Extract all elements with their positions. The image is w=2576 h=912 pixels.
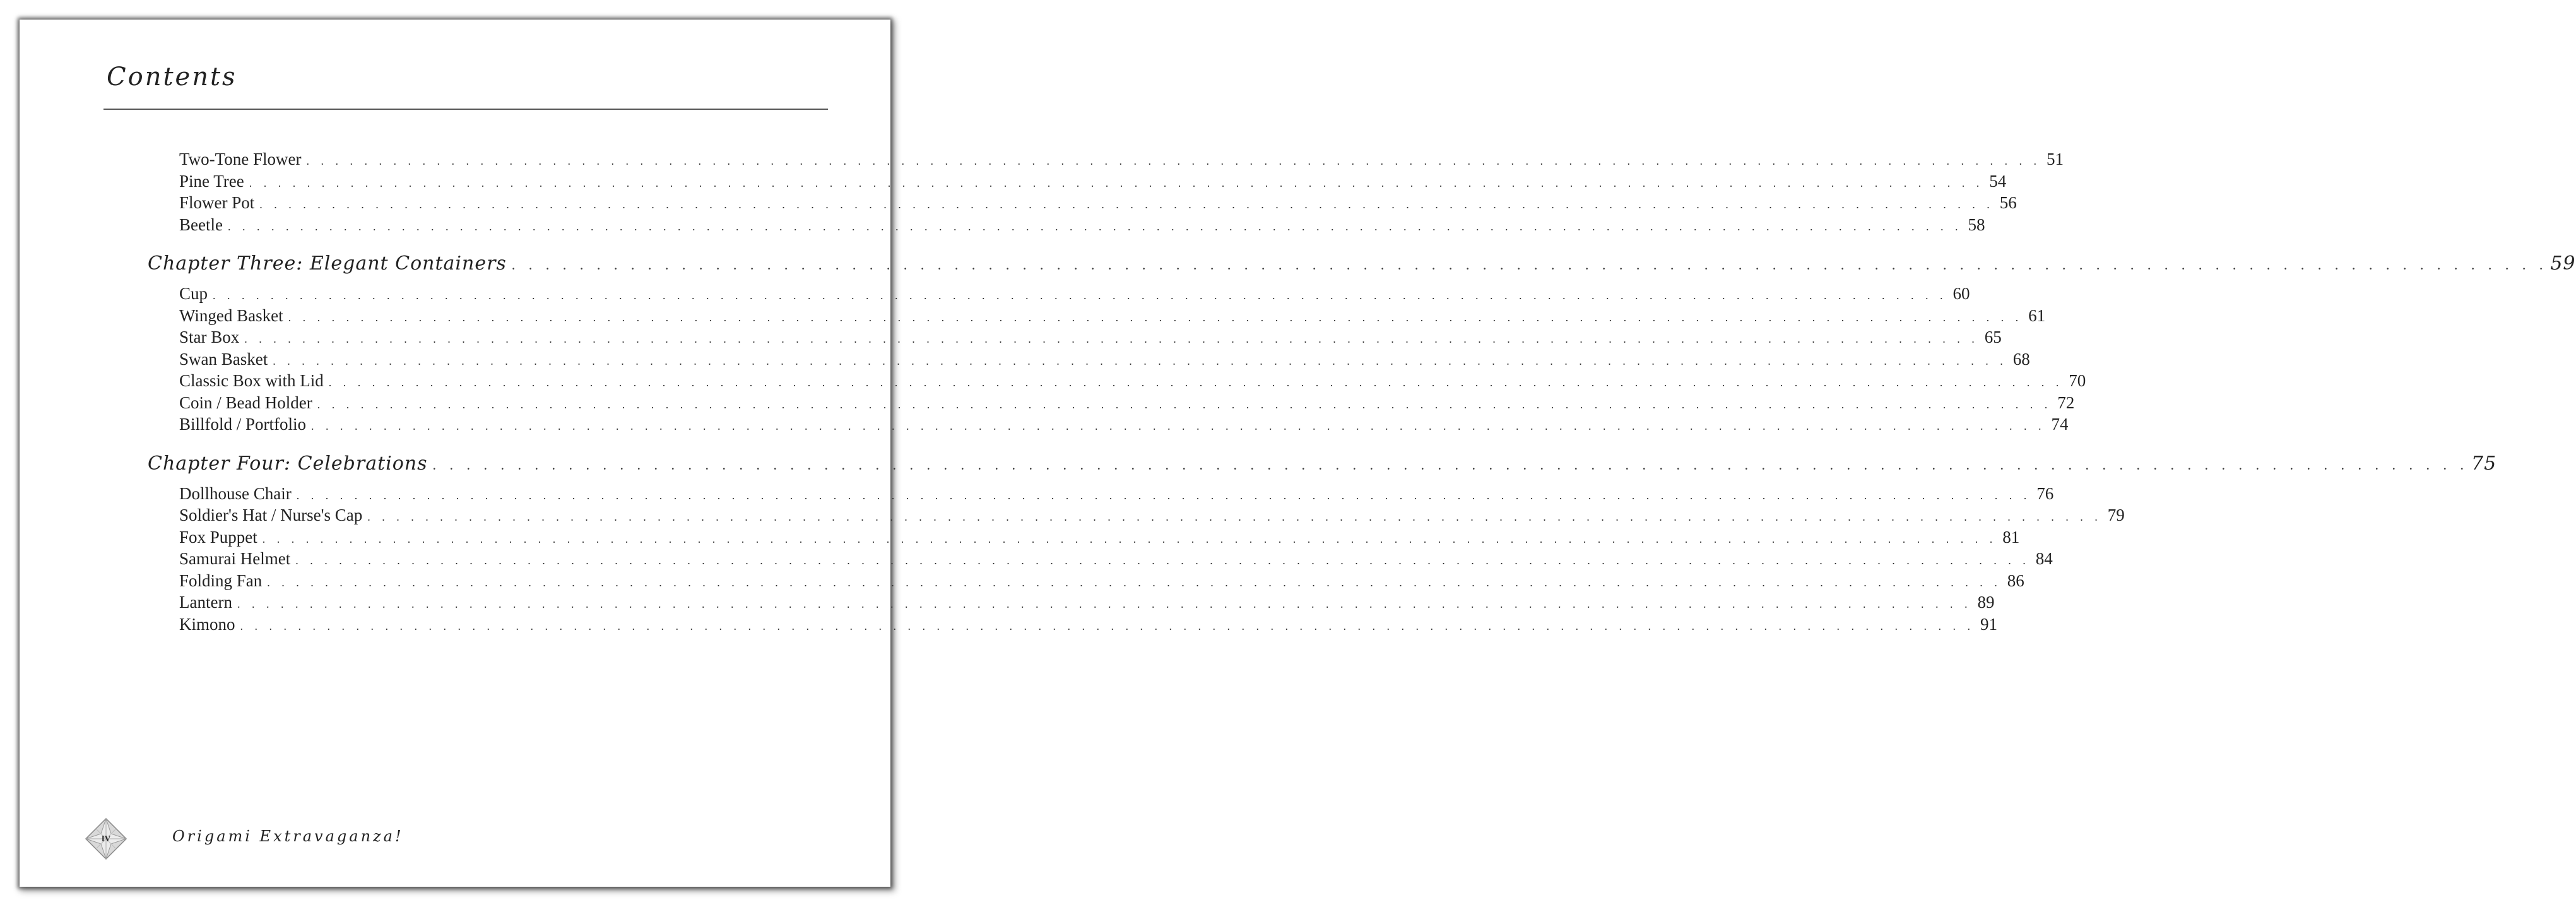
page-number: 91: [1980, 614, 1998, 634]
entry-title: Lantern: [179, 593, 232, 612]
page-number-badge: [85, 817, 127, 860]
toc-entry-row: [179, 415, 2069, 436]
chapter-heading-row: [148, 452, 2497, 478]
page-number: 86: [2007, 571, 2024, 590]
dot-leader: . . . . . . . . . . . . . . . . . . . . . . . . . . . . . . . . . . . . . . . . . . . . . . . . . . . . . . . . . . . . . . . . . . . . . . . . . . . . . . . . . . . . . . . . . . . . . . . . . . . . . . . . . . . . . . . . . . . . . . . .: [367, 511, 2102, 523]
dot-leader: . . . . . . . . . . . . . . . . . . . . . . . . . . . . . . . . . . . . . . . . . . . . . . . . . . . . . . . . . . . . . . . . . . . . . . . . . . . . . . . . . . . . . . . . . . . . . . . . . . . . . . . . . . . . . . . . . . . . . . . .: [249, 176, 1984, 189]
running-footer-title: Origami Extravaganza!: [172, 827, 404, 845]
page-number: 59: [2550, 252, 2576, 275]
toc-entry-row: [179, 305, 2046, 328]
entry-title: Dollhouse Chair: [179, 483, 292, 503]
dot-leader: . . . . . . . . . . . . . . . . . . . . . . . . . . . . . . . . . . . . . . . . . . . . . . . . . . . . . . . . . . . . . . . . . . . . . . . . . . . . . . . . . . . . . . . . . . . . . . . . . . . . . . . . . . . . . . . . . . . . . . . .: [311, 420, 2046, 432]
dot-leader: . . . . . . . . . . . . . . . . . . . . . . . . . . . . . . . . . . . . . . . . . . . . . . . . . . . . . . . . . . . . . . . . . . . . . . . . . . . . . . . . . . . . . . . . . . . . . . . . . . . . . . . . . . . . . . . . . . . . . . . .: [262, 532, 1997, 545]
entry-title: Cup: [179, 284, 208, 303]
page-number: 81: [2002, 527, 2020, 547]
page-numeral: IV: [101, 834, 111, 843]
dot-leader: . . . . . . . . . . . . . . . . . . . . . . . . . . . . . . . . . . . . . . . . . . . . . . . . . . . . . . . . . . . . . . . . . . . . . . . . . . . . . . . . . . . . . . . . . . . . . . . . . . . . . . . . . . . . . . . . . . . . . . . .: [267, 576, 2002, 589]
table-of-contents: [20, 20, 2576, 887]
entry-title: Billfold / Portfolio: [179, 415, 307, 434]
toc-entry-row: [179, 506, 2125, 527]
dot-leader: . . . . . . . . . . . . . . . . . . . . . . . . . . . . . . . . . . . . . . . . . . . . . . . . . . . . . . . . . . . . . . . . . . . . . . . . . . . . . . . . . . . . . . . . . . . . . . . . . . . . . . . . . . . . . . . . . . . . . . . .: [317, 398, 2052, 411]
contents-heading: Contents: [107, 62, 237, 92]
entry-title: Pine Tree: [179, 171, 244, 191]
toc-entry-row: [179, 349, 2030, 371]
entry-title: Samurai Helmet: [179, 549, 291, 568]
toc-entry-row: [179, 171, 2007, 193]
dot-leader: . . . . . . . . . . . . . . . . . . . . . . . . . . . . . . . . . . . . . . . . . . . . . . . . . . . . . . . . . . . . . . . . . . . . . . . . . . . . . . . . . . . . . . . . . . . . . . . . . . . . . . . . . . . . . . . . . . . . . . . .: [227, 220, 1963, 233]
page-number: 56: [1999, 193, 2017, 212]
dot-leader: . . . . . . . . . . . . . . . . . . . . . . . . . . . . . . . . . . . . . . . . . . . . . . . . . . . . . . . . . . . . . . . . . . . . . . . . . . . . . . . . . . . . . . . . . . . . . . . . . . . . . . . . . . . . . . . . . . . . . . . .: [511, 257, 2548, 273]
entry-title: Star Box: [179, 328, 240, 346]
toc-entry-row: [179, 483, 2054, 506]
page-number: 51: [2046, 150, 2064, 169]
dot-leader: . . . . . . . . . . . . . . . . . . . . . . . . . . . . . . . . . . . . . . . . . . . . . . . . . . . . . . . . . . . . . . . . . . . . . . . . . . . . . . . . . . . . . . . . . . . . . . . . . . . . . . . . . . . . . . . . . . . . . . . .: [288, 311, 2023, 324]
page-number: 61: [2028, 305, 2046, 325]
dot-leader: . . . . . . . . . . . . . . . . . . . . . . . . . . . . . . . . . . . . . . . . . . . . . . . . . . . . . . . . . . . . . . . . . . . . . . . . . . . . . . . . . . . . . . . . . . . . . . . . . . . . . . . . . . . . . . . . . . . . . . . .: [259, 198, 1994, 211]
entry-title: Beetle: [179, 215, 223, 234]
dot-leader: . . . . . . . . . . . . . . . . . . . . . . . . . . . . . . . . . . . . . . . . . . . . . . . . . . . . . . . . . . . . . . . . . . . . . . . . . . . . . . . . . . . . . . . . . . . . . . . . . . . . . . . . . . . . . . . . . . . . . . . .: [213, 289, 1947, 302]
page-number: 75: [2471, 452, 2497, 475]
dot-leader: . . . . . . . . . . . . . . . . . . . . . . . . . . . . . . . . . . . . . . . . . . . . . . . . . . . . . . . . . . . . . . . . . . . . . . . . . . . . . . . . . . . . . . . . . . . . . . . . . . . . . . . . . . . . . . . . . . . . . . . .: [240, 619, 1975, 632]
entry-title: Classic Box with Lid: [179, 371, 324, 390]
toc-entry-row: [179, 328, 2002, 349]
book-page: [20, 20, 2576, 887]
toc-entry-row: [179, 527, 2020, 549]
toc-entry-row: [179, 150, 2064, 171]
toc-entry-row: [179, 571, 2024, 593]
page-number: 60: [1953, 284, 1970, 303]
toc-entry-row: [179, 193, 2017, 215]
toc-entry-row: [179, 215, 1985, 237]
dot-leader: . . . . . . . . . . . . . . . . . . . . . . . . . . . . . . . . . . . . . . . . . . . . . . . . . . . . . . . . . . . . . . . . . . . . . . . . . . . . . . . . . . . . . . . . . . . . . . . . . . . . . . . . . . . . . . . . . . . . . . . .: [273, 354, 2007, 367]
page-number: 58: [1968, 215, 1985, 234]
entry-title: Coin / Bead Holder: [179, 393, 312, 412]
entry-title: Two-Tone Flower: [179, 150, 302, 169]
dot-leader: . . . . . . . . . . . . . . . . . . . . . . . . . . . . . . . . . . . . . . . . . . . . . . . . . . . . . . . . . . . . . . . . . . . . . . . . . . . . . . . . . . . . . . . . . . . . . . . . . . . . . . . . . . . . . . . . . . . . . . . .: [296, 489, 2031, 502]
entry-title: Swan Basket: [179, 349, 268, 369]
toc-entry-row: [179, 393, 2075, 415]
page-number: 76: [2036, 483, 2054, 503]
page-number: 72: [2057, 393, 2075, 412]
page-number: 89: [1977, 593, 1995, 612]
toc-entry-row: [179, 549, 2053, 571]
entry-title: Folding Fan: [179, 571, 263, 590]
dot-leader: . . . . . . . . . . . . . . . . . . . . . . . . . . . . . . . . . . . . . . . . . . . . . . . . . . . . . . . . . . . . . . . . . . . . . . . . . . . . . . . . . . . . . . . . . . . . . . . . . . . . . . . . . . . . . . . . . . . . . . . .: [295, 554, 2030, 567]
toc-entry-row: [179, 614, 1998, 636]
entry-title: Kimono: [179, 614, 235, 634]
toc-entry-row: [179, 593, 1995, 614]
toc-entry-row: [179, 284, 1970, 305]
chapter-title: Chapter Three: Elegant Containers: [148, 252, 507, 275]
toc-entry-row: [179, 371, 2086, 393]
entry-title: Soldier's Hat / Nurse's Cap: [179, 506, 363, 524]
page-number: 79: [2107, 506, 2125, 524]
chapter-title: Chapter Four: Celebrations: [148, 452, 428, 475]
page-number: 54: [1989, 171, 2007, 191]
dot-leader: . . . . . . . . . . . . . . . . . . . . . . . . . . . . . . . . . . . . . . . . . . . . . . . . . . . . . . . . . . . . . . . . . . . . . . . . . . . . . . . . . . . . . . . . . . . . . . . . . . . . . . . . . . . . . . . . . . . . . . . .: [432, 456, 2469, 473]
page-number: 68: [2012, 349, 2030, 369]
page-number: 84: [2035, 549, 2053, 568]
dot-leader: . . . . . . . . . . . . . . . . . . . . . . . . . . . . . . . . . . . . . . . . . . . . . . . . . . . . . . . . . . . . . . . . . . . . . . . . . . . . . . . . . . . . . . . . . . . . . . . . . . . . . . . . . . . . . . . . . . . . . . . .: [237, 598, 1972, 610]
page-number: 74: [2051, 415, 2069, 434]
dot-leader: . . . . . . . . . . . . . . . . . . . . . . . . . . . . . . . . . . . . . . . . . . . . . . . . . . . . . . . . . . . . . . . . . . . . . . . . . . . . . . . . . . . . . . . . . . . . . . . . . . . . . . . . . . . . . . . . . . . . . . . .: [244, 333, 1979, 345]
entry-title: Flower Pot: [179, 193, 255, 212]
dot-leader: . . . . . . . . . . . . . . . . . . . . . . . . . . . . . . . . . . . . . . . . . . . . . . . . . . . . . . . . . . . . . . . . . . . . . . . . . . . . . . . . . . . . . . . . . . . . . . . . . . . . . . . . . . . . . . . . . . . . . . . .: [306, 155, 2041, 167]
entry-title: Winged Basket: [179, 305, 283, 325]
page-number: 65: [1984, 328, 2002, 346]
entry-title: Fox Puppet: [179, 527, 257, 547]
page-number: 70: [2069, 371, 2086, 390]
dot-leader: . . . . . . . . . . . . . . . . . . . . . . . . . . . . . . . . . . . . . . . . . . . . . . . . . . . . . . . . . . . . . . . . . . . . . . . . . . . . . . . . . . . . . . . . . . . . . . . . . . . . . . . . . . . . . . . . . . . . . . . .: [328, 376, 2064, 389]
chapter-heading-row: [148, 252, 2576, 278]
